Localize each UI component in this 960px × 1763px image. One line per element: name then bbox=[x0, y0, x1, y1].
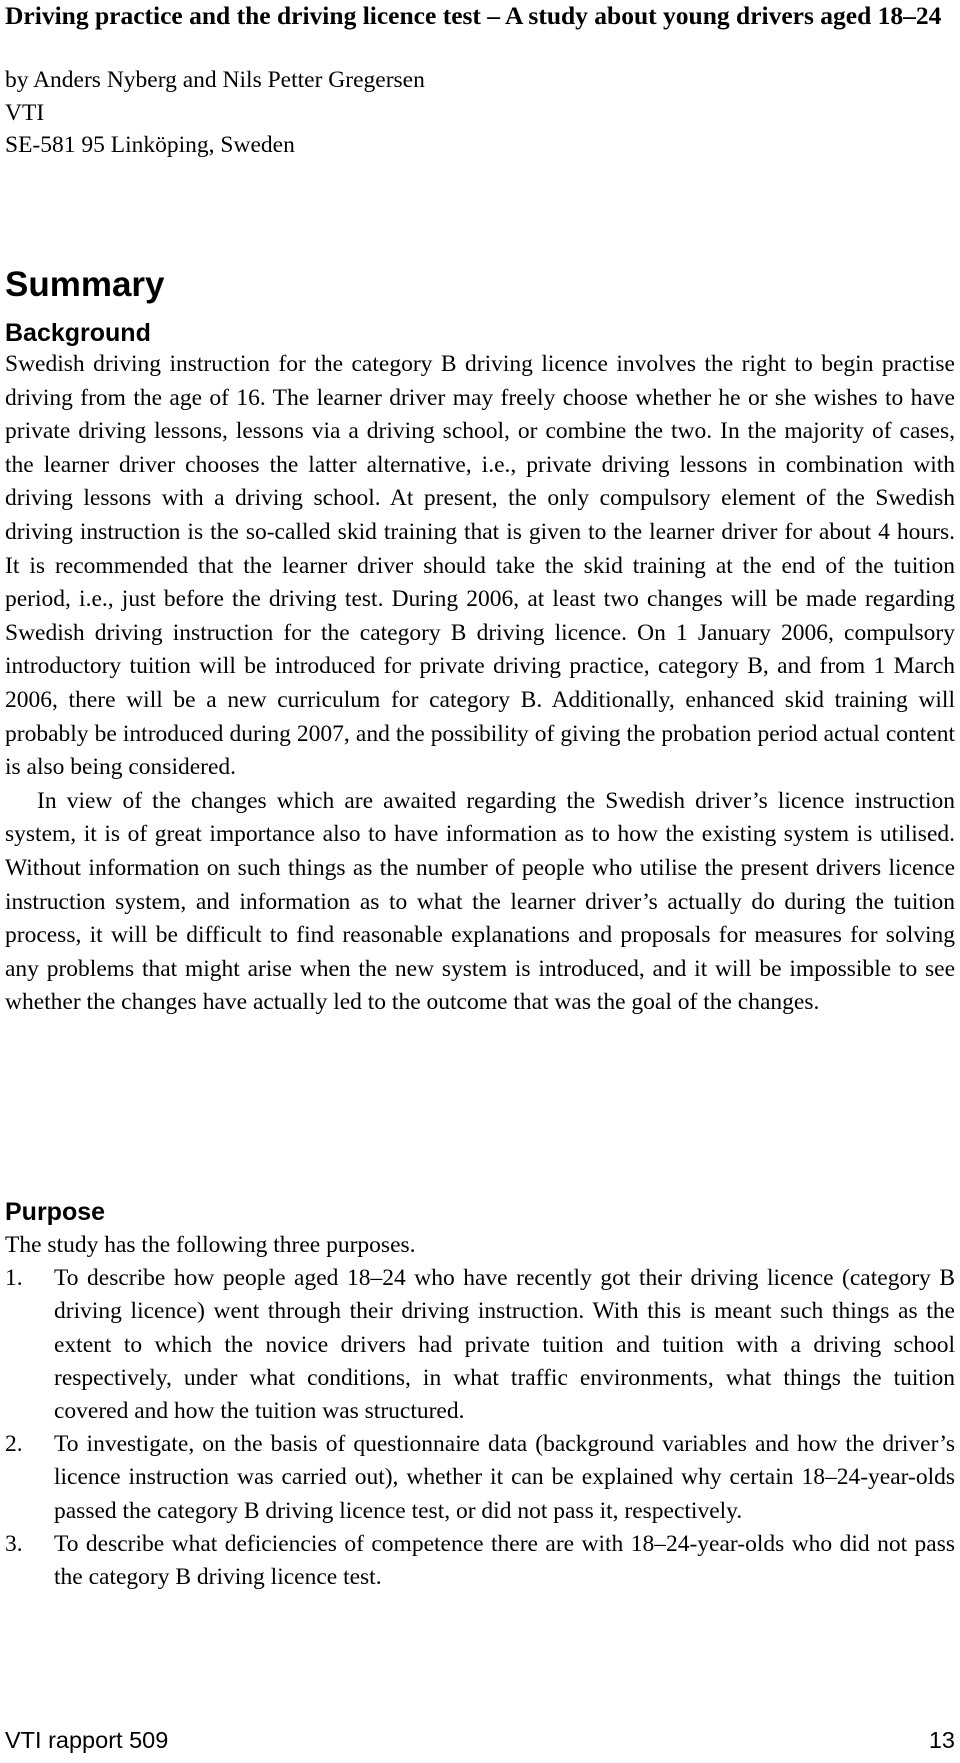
document-page bbox=[5, 0, 955, 1763]
list-item-text: To describe what deficiencies of competence there are with 18–24-year-olds who did not pass the category B driving licence test. bbox=[54, 1530, 955, 1591]
purpose-intro: The study has the following three purposes. bbox=[5, 1232, 416, 1258]
page-footer bbox=[5, 1726, 955, 1754]
purpose-heading: Purpose bbox=[5, 1198, 106, 1226]
purpose-list bbox=[5, 1262, 955, 1594]
background-paragraph-2: In view of the changes which are awaited regarding the Swedish driver’s licence instruction system, it is of great importance also to have information as to how the existing system is utilised. Without information on such things as the number of people who utilise the present drivers licence instruction system, and information as to what the learner driver’s actually do during the tuition process, it will be difficult to find reasonable explanations and proposals for measures for solving any problems that might arise when the new system is introduced, and it will be impossible to see whether the changes have actually led to the outcome that was the goal of the changes. bbox=[5, 787, 955, 1016]
list-item bbox=[5, 1528, 955, 1594]
list-item-text: To describe how people aged 18–24 who have recently got their driving licence (category B driving licence) went through their driving instruction. With this is meant such things as the extent to which the novice drivers had private tuition and tuition with a driving school respectively, under what conditions, in what traffic environments, what things the tuition covered and how the tuition was structured. bbox=[54, 1265, 955, 1425]
list-item-number: 2. bbox=[5, 1431, 23, 1458]
purpose-section bbox=[5, 1197, 955, 1594]
list-item-text: To investigate, on the basis of questionnaire data (background variables and how the driver’s licence instruction was carried out), whether it can be explained why certain 18–24-year-olds passed the category B driving licence test, or did not pass it, respectively. bbox=[54, 1431, 955, 1524]
author-block bbox=[5, 64, 955, 162]
list-item-number: 3. bbox=[5, 1530, 23, 1557]
document-title: Driving practice and the driving licence test – A study about young drivers aged 18–24 bbox=[5, 1, 942, 30]
page-number: 13 bbox=[928, 1727, 955, 1753]
background-paragraph-1: Swedish driving instruction for the category B driving licence involves the right to begin practise driving from the age of 16. The learner driver may freely choose whether he or she wishes to have private driving lessons, lessons via a driving school, or combine the two. In the majority of cases, the learner driver chooses the latter alternative, i.e., private driving lessons in combination with driving lessons with a driving school. At present, the only compulsory element of the Swedish driving instruction is the so-called skid training that is given to the learner driver for about 4 hours. It is recommended that the learner driver should take the skid training at the end of the tuition period, i.e., just before the driving test. During 2006, at least two changes will be made regarding Swedish driving instruction for the category B driving licence. On 1 January 2006, compulsory introductory tuition will be introduced for private driving practice, category B, and from 1 March 2006, there will be a new curriculum for category B. Additionally, enhanced skid training will probably be introduced during 2007, and the possibility of giving the probation period actual content is also being considered. bbox=[5, 351, 955, 781]
background-heading: Background bbox=[5, 319, 151, 347]
report-name: VTI rapport 509 bbox=[5, 1727, 169, 1753]
institute-name: VTI bbox=[5, 99, 45, 126]
list-item bbox=[5, 1262, 955, 1428]
authors-line: by Anders Nyberg and Nils Petter Gregersen bbox=[5, 67, 425, 93]
list-item-number: 1. bbox=[5, 1265, 23, 1292]
institute-address: SE-581 95 Linköping, Sweden bbox=[5, 132, 295, 158]
background-section bbox=[5, 318, 955, 1020]
list-item bbox=[5, 1428, 955, 1528]
summary-heading: Summary bbox=[5, 265, 165, 304]
